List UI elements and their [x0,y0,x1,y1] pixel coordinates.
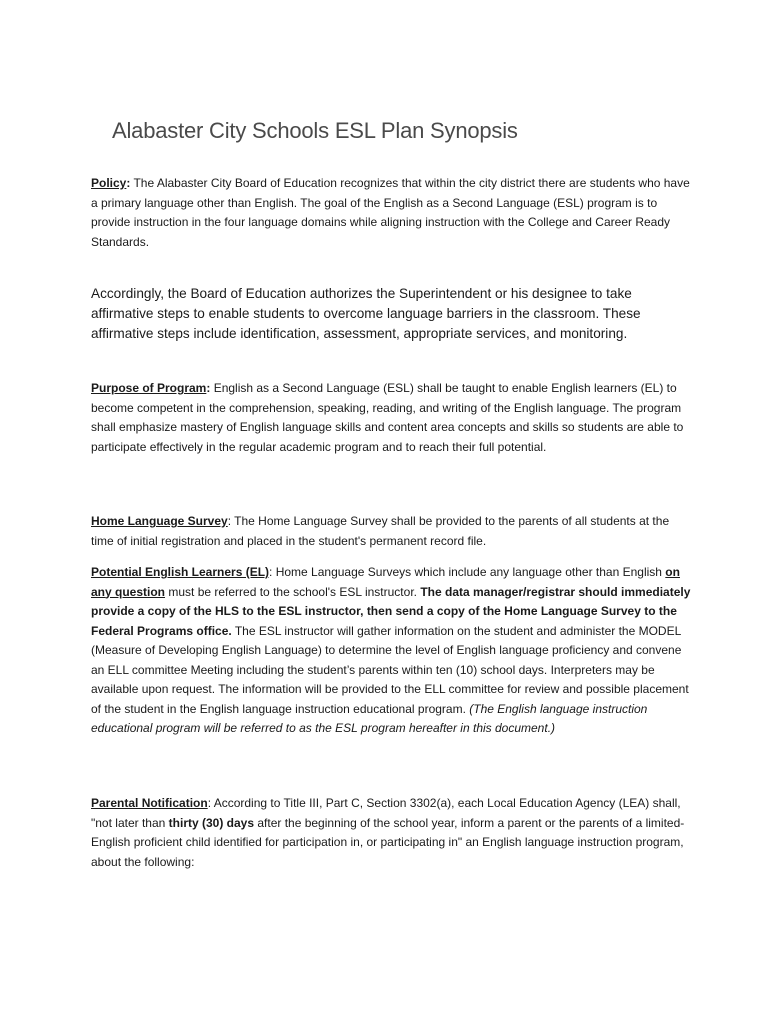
parental-notification-text-2: after the beginning of the school year, inform a parent or the parents of a limited-English proficient child identified for participation in, or participating in" an English language instruction program, about the following: [91,815,685,869]
policy-paragraph [91,174,691,252]
policy-text: The Alabaster City Board of Education recognizes that within the city district there are students who have a primary language other than English. The goal of the English as a Second Language (ESL) program is to provide instruction in the four language domains while aligning instruction with the College and Career Ready Standards. [91,176,690,249]
home-language-survey-text: : The Home Language Survey shall be provided to the parents of all students at the time of initial registration and placed in the student's permanent record file. [91,514,670,548]
home-language-survey-paragraph [91,512,691,551]
parental-notification-heading: Parental Notification [91,796,208,810]
potential-el-paragraph [91,563,691,739]
purpose-colon: : [206,381,211,395]
policy-heading: Policy [91,176,127,190]
potential-el-bold-text: The data manager/registrar should immediately provide a copy of the HLS to the ESL instructor, then send a copy of the Home Language Survey to the Federal Programs office. [91,584,691,638]
document-title: Alabaster City Schools ESL Plan Synopsis [112,118,518,143]
parental-notification-paragraph [91,794,691,872]
purpose-heading: Purpose of Program [91,381,207,395]
potential-el-emphasis: on any question [91,565,680,599]
parental-notification-bold-text: thirty (30) days [168,815,255,830]
potential-el-heading: Potential English Learners (EL) [91,565,270,579]
potential-el-text-2: must be referred to the school's ESL instructor. [165,584,421,599]
potential-el-text-3: The ESL instructor will gather information on the student and administer the MODEL (Measure of Developing English Language) to determine the level of English language proficiency and convene an ELL committee Meeting including the student’s parents within ten (10) school days. Interpreters may be available upon request. The information will be provided to the ELL committee for review and possible placement of the student in the English language instruction educational program. [91,623,689,716]
purpose-paragraph [91,379,691,457]
parental-notification-text-1: : According to Title III, Part C, Section 3302(a), each Local Education Agency (LEA) shall, "not later than [91,796,681,830]
policy-colon: : [126,176,131,190]
accordingly-paragraph: Accordingly, the Board of Education authorizes the Superintendent or his designee to take affirmative steps to enable students to overcome language barriers in the classroom. These affirmative steps include identification, assessment, appropriate services, and monitoring. [91,286,641,342]
potential-el-italic-text: (The English language instruction educational program will be referred to as the ESL program hereafter in this document.) [91,701,648,735]
potential-el-text-1: : Home Language Surveys which include any language other than English [269,565,666,579]
home-language-survey-heading: Home Language Survey [91,514,228,528]
purpose-text: English as a Second Language (ESL) shall be taught to enable English learners (EL) to become competent in the comprehension, speaking, reading, and writing of the English language. The program shall emphasize mastery of English language skills and content area concepts and skills so students are able to participate effectively in the regular academic program and to reach their full potential. [91,381,684,454]
